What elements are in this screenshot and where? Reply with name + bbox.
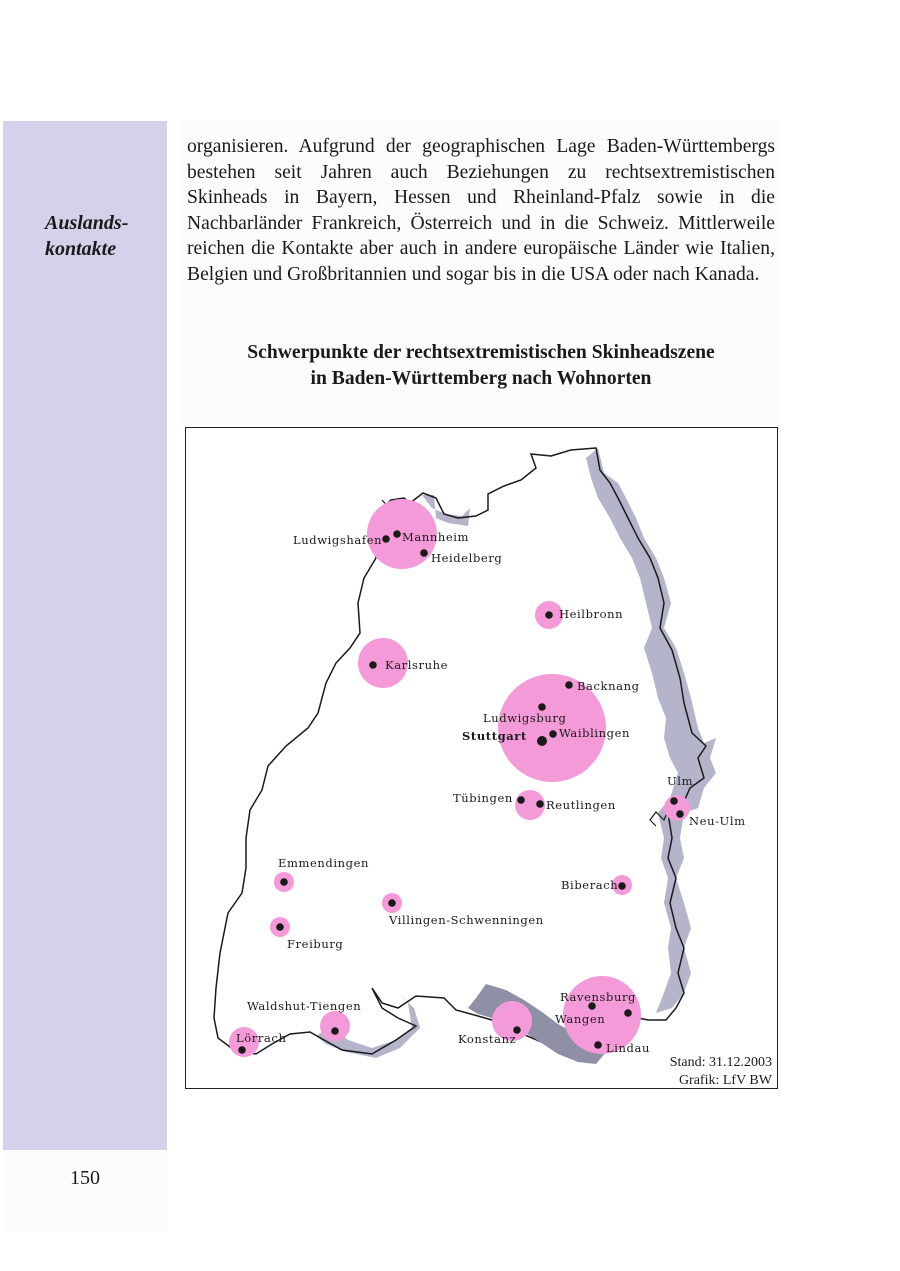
city-dot-stuttgart <box>537 736 547 746</box>
city-dot-lindau <box>594 1041 602 1049</box>
city-label-loerrach: Lörrach <box>236 1031 287 1045</box>
city-label-biberach: Biberach <box>561 878 619 892</box>
city-dot-karlsruhe <box>369 661 377 669</box>
page-number: 150 <box>3 1150 167 1232</box>
city-label-villingen-schwenningen: Villingen-Schwenningen <box>389 913 544 927</box>
city-label-mannheim: Mannheim <box>402 530 470 544</box>
city-label-wangen: Wangen <box>555 1012 606 1026</box>
city-dot-ulm <box>670 797 678 805</box>
city-dot-wangen <box>624 1009 632 1017</box>
city-dot-backnang <box>565 681 573 689</box>
city-label-konstanz: Konstanz <box>458 1032 517 1046</box>
city-dot-freiburg <box>276 923 284 931</box>
margin-note: Auslands- kontakte <box>45 212 129 260</box>
map-title-line-1: Schwerpunkte der rechtsextremistischen Skinheadszene <box>247 342 715 363</box>
city-dot-waldshut-tiengen <box>331 1027 339 1035</box>
city-label-heidelberg: Heidelberg <box>431 551 503 565</box>
city-circle-waldshut-tiengen <box>320 1011 350 1041</box>
city-label-reutlingen: Reutlingen <box>546 798 616 812</box>
city-dot-heidelberg <box>420 549 428 557</box>
city-circles <box>229 499 690 1057</box>
body-paragraph: organisieren. Aufgrund der geographischen Lage Baden-Württembergs bestehen seit Jahren auch Beziehungen zu rechtsextremistischen Skinheads in Bayern, Hessen und Rheinland-Pfalz sowie in die Nachbarländer Frankreich, Österreich und in die Schweiz. Mittlerweile reichen die Kontakte aber auch in andere europäische Länder wie Italien, Belgien und Großbritannien und sogar bis in die USA oder nach Kanada. <box>187 136 775 285</box>
city-label-tuebingen: Tübingen <box>453 791 513 805</box>
city-label-waldshut-tiengen: Waldshut-Tiengen <box>247 999 362 1013</box>
city-dot-neu-ulm <box>676 810 684 818</box>
city-dot-loerrach <box>238 1046 246 1054</box>
city-label-ludwigsburg: Ludwigsburg <box>483 711 567 725</box>
map-canvas <box>186 428 777 1088</box>
city-dot-waiblingen <box>549 730 557 738</box>
city-label-ulm: Ulm <box>667 774 694 788</box>
city-label-waiblingen: Waiblingen <box>559 726 631 740</box>
city-label-ludwigshafen: Ludwigshafen <box>293 533 383 547</box>
city-dot-villingen-schwenningen <box>388 899 396 907</box>
grafik-note: Grafik: LfV BW <box>678 1073 772 1088</box>
city-dot-reutlingen <box>536 800 544 808</box>
city-dot-mannheim <box>393 530 401 538</box>
city-dot-ludwigsburg <box>538 703 546 711</box>
stand-note: Stand: 31.12.2003 <box>669 1055 772 1070</box>
city-label-neu-ulm: Neu-Ulm <box>689 814 746 828</box>
city-label-karlsruhe: Karlsruhe <box>385 658 449 672</box>
map-frame <box>185 427 778 1089</box>
city-label-ravensburg: Ravensburg <box>560 990 637 1004</box>
city-label-lindau: Lindau <box>606 1041 650 1055</box>
city-label-emmendingen: Emmendingen <box>278 856 370 870</box>
city-dot-heilbronn <box>545 611 553 619</box>
city-dot-ludwigshafen <box>382 535 390 543</box>
city-dot-emmendingen <box>280 878 288 886</box>
city-label-heilbronn: Heilbronn <box>559 607 624 621</box>
city-dot-biberach <box>618 882 626 890</box>
city-label-backnang: Backnang <box>577 679 640 693</box>
city-label-stuttgart: Stuttgart <box>462 729 527 743</box>
map-title <box>187 340 775 392</box>
sidebar <box>3 121 167 1150</box>
city-label-freiburg: Freiburg <box>287 937 344 951</box>
map-title-line-2: in Baden-Württemberg nach Wohnorten <box>310 368 652 389</box>
city-dot-tuebingen <box>517 796 525 804</box>
